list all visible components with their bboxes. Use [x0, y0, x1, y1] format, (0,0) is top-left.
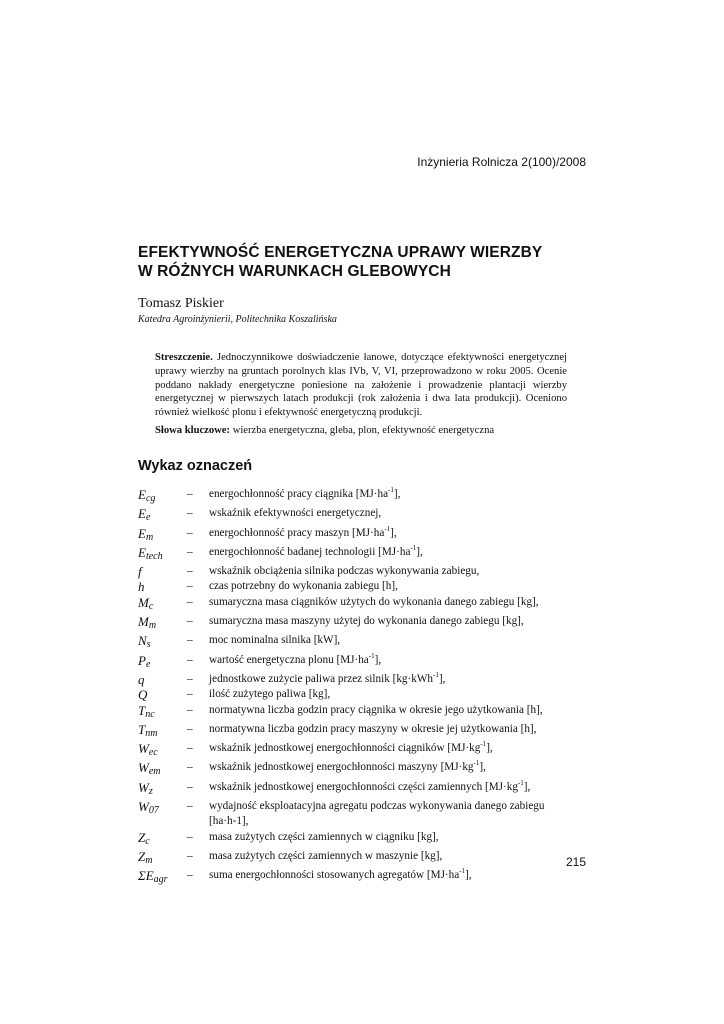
description-suffix: ],	[390, 526, 397, 539]
symbol	[138, 653, 187, 672]
symbol	[138, 868, 187, 887]
symbol-dash: –	[187, 595, 193, 608]
description-text: wskaźnik jednostkowej energochłonności maszyny [MJ·kg	[209, 761, 474, 774]
symbol-subscript: m	[145, 854, 153, 866]
symbol-dash: –	[187, 545, 193, 558]
symbol-subscript: z	[148, 785, 153, 797]
symbol-subscript: nc	[145, 708, 155, 720]
symbol-subscript: tech	[145, 550, 163, 562]
symbol-row	[138, 595, 578, 614]
unit-exponent: -1	[368, 651, 375, 660]
symbol-description	[209, 687, 578, 702]
symbol-base: M	[138, 614, 149, 630]
symbol-description	[209, 722, 578, 741]
symbol-base: Q	[138, 687, 148, 703]
symbol-description	[209, 868, 578, 887]
unit-exponent: -1	[410, 543, 417, 552]
symbol-description	[209, 595, 578, 614]
description-suffix: ],	[486, 742, 493, 755]
symbol-list	[138, 487, 578, 888]
symbol	[138, 564, 187, 579]
symbol-row	[138, 849, 578, 868]
keywords-text: wierzba energetyczna, gleba, plon, efektywność energetyczna	[232, 425, 495, 436]
symbol-base: N	[138, 633, 147, 649]
description-text: czas potrzebny do wykonania zabiegu [h],	[209, 580, 398, 593]
symbol-dash: –	[187, 761, 193, 774]
symbol-base: Z	[138, 848, 146, 864]
symbol-row	[138, 741, 578, 760]
symbol-subscript: e	[145, 658, 151, 670]
symbol-row	[138, 703, 578, 722]
symbol-dash: –	[187, 703, 193, 716]
description-text: energochłonność pracy maszyn [MJ·ha	[209, 526, 385, 539]
description-suffix: ],	[523, 780, 531, 793]
description-text: wydajność eksploatacyjna agregatu podczas wykonywania danego zabiegu	[209, 800, 545, 813]
symbol-dash: –	[187, 869, 193, 882]
symbol-subscript: agr	[153, 874, 168, 886]
symbol-subscript: s	[146, 639, 151, 651]
symbol-subscript: e	[145, 512, 151, 524]
symbol-dash: –	[187, 580, 193, 593]
symbol-description	[209, 633, 578, 652]
symbol-subscript: m	[148, 620, 157, 632]
description-text: wskaźnik obciążenia silnika podczas wykonywania zabiegu,	[209, 565, 480, 578]
description-text: normatywna liczba godzin pracy maszyny w okresie jej użytkowania [h],	[209, 722, 537, 735]
unit-exponent: -1	[473, 759, 480, 768]
symbol-base: T	[138, 702, 146, 718]
symbol	[138, 526, 187, 545]
symbol	[138, 849, 187, 868]
symbol-subscript: cg	[145, 493, 156, 504]
symbol-description	[209, 703, 578, 722]
symbol-row	[138, 687, 578, 702]
symbol	[138, 545, 187, 564]
symbol-description	[209, 487, 578, 506]
symbol-description	[209, 564, 578, 579]
description-suffix: ],	[438, 672, 446, 685]
symbol	[138, 595, 187, 614]
description-suffix: ],	[465, 869, 472, 882]
symbol-row	[138, 564, 578, 579]
symbol	[138, 741, 187, 760]
author-affiliation: Katedra Agroinżynierii, Politechnika Koszalińska	[138, 314, 337, 325]
symbol-row	[138, 506, 578, 525]
symbol-description	[209, 780, 578, 799]
symbol-row	[138, 868, 578, 887]
title-line: EFEKTYWNOŚĆ ENERGETYCZNA UPRAWY WIERZBY	[138, 244, 543, 261]
unit-exponent: -1	[480, 740, 487, 749]
symbol-description	[209, 830, 578, 849]
symbol-description	[209, 799, 578, 830]
description-text: suma energochłonności stosowanych agregatów [MJ·ha	[209, 869, 460, 882]
description-text: normatywna liczba godzin pracy ciągnika w okresie jego użytkowania [h],	[209, 703, 543, 716]
symbol	[138, 506, 187, 525]
description-text: ilość zużytego paliwa [kg],	[209, 688, 331, 701]
unit-exponent: -1	[517, 778, 524, 787]
symbol-row	[138, 722, 578, 741]
symbol-dash: –	[187, 688, 193, 701]
description-text: energochłonność pracy ciągnika [MJ·ha	[209, 488, 389, 500]
symbol-base: E	[138, 487, 146, 502]
unit-exponent: -1	[459, 867, 466, 876]
symbol-base: Z	[138, 829, 146, 845]
symbol-row	[138, 672, 578, 687]
symbol-base: T	[138, 721, 146, 737]
symbol-dash: –	[187, 800, 193, 813]
symbol-base: W	[138, 760, 149, 776]
symbol-base: q	[138, 671, 145, 687]
description-text: masa zużytych części zamiennych w maszynie [kg],	[209, 849, 443, 862]
symbol-dash: –	[187, 526, 193, 539]
symbol-description	[209, 741, 578, 760]
unit-exponent: -1	[388, 486, 394, 494]
description-text: sumaryczna masa maszyny użytej do wykonania danego zabiegu [kg],	[209, 615, 524, 628]
description-suffix: ],	[374, 653, 382, 666]
abstract-label: Streszczenie.	[155, 352, 213, 363]
symbol-description	[209, 526, 578, 545]
symbol-row	[138, 760, 578, 779]
symbol-row	[138, 633, 578, 652]
paper-title	[138, 243, 542, 281]
symbol-description	[209, 653, 578, 672]
symbol	[138, 687, 187, 702]
symbol-dash: –	[187, 653, 193, 666]
symbol-row	[138, 579, 578, 594]
symbol-base: ΣE	[138, 868, 154, 884]
symbol-row	[138, 614, 578, 633]
symbol-base: M	[138, 594, 149, 610]
symbol	[138, 722, 187, 741]
symbol-description	[209, 672, 578, 687]
section-title: Wykaz oznaczeń	[138, 458, 253, 474]
symbol	[138, 579, 187, 594]
symbol-dash: –	[187, 722, 193, 735]
symbol-base: E	[138, 544, 146, 560]
symbol-description	[209, 760, 578, 779]
symbol-row	[138, 799, 578, 830]
symbol-base: W	[138, 779, 149, 795]
page-number: 215	[565, 855, 586, 869]
symbol-dash: –	[187, 565, 193, 578]
abstract-text: Jednoczynnikowe doświadczenie łanowe, dotyczące efektywności energetycznej uprawy wierzby na gruntach porolnych klas IVb, V, VI, przeprowadzono w roku 2005. Ocenie poddano nakłady energetyczne poniesione na założenie i prowadzenie plantacji wierzby energetycznej w pierwszych latach produkcji (rok założenia i dwa lata produkcji). Oceniono również wielkość plonu i efektywność energetyczną produkcji.	[155, 352, 567, 419]
keywords-label: Słowa kluczowe:	[155, 425, 231, 436]
symbol	[138, 830, 187, 849]
description-text: wskaźnik jednostkowej energochłonności części zamiennych [MJ·kg	[209, 780, 518, 793]
description-text: wskaźnik efektywności energetycznej,	[209, 507, 382, 520]
symbol-base: P	[138, 652, 146, 668]
symbol-base: h	[138, 579, 145, 595]
symbol-row	[138, 545, 578, 564]
symbol-subscript: nm	[145, 727, 158, 739]
symbol	[138, 487, 187, 506]
symbol-dash: –	[187, 615, 193, 628]
journal-header: Inżynieria Rolnicza 2(100)/2008	[417, 155, 586, 169]
unit-exponent: -1	[432, 670, 439, 679]
author-name: Tomasz Piskier	[138, 296, 224, 311]
symbol-dash: –	[187, 849, 193, 862]
description-text: wartość energetyczna plonu [MJ·ha	[209, 653, 369, 666]
symbol-row	[138, 653, 578, 672]
description-suffix: ],	[416, 545, 423, 558]
symbol-subscript: em	[148, 766, 161, 778]
symbol	[138, 614, 187, 633]
symbol-subscript: c	[148, 600, 154, 612]
description-text: jednostkowe zużycie paliwa przez silnik [kg·kWh	[209, 672, 433, 685]
abstract	[155, 351, 567, 420]
symbol-dash: –	[187, 672, 193, 685]
symbol	[138, 672, 187, 687]
symbol-subscript: c	[145, 835, 150, 847]
description-suffix: ],	[479, 761, 486, 774]
description-text: sumaryczna masa ciągników użytych do wykonania danego zabiegu [kg],	[209, 595, 539, 608]
symbol-description	[209, 849, 578, 868]
symbol-dash: –	[187, 507, 193, 520]
symbol-subscript: m	[145, 531, 154, 543]
symbol-base: E	[138, 506, 146, 522]
symbol	[138, 799, 187, 830]
symbol-row	[138, 526, 578, 545]
unit-exponent: -1	[384, 524, 391, 533]
description-suffix: ],	[393, 488, 401, 500]
symbol	[138, 760, 187, 779]
description-text: masa zużytych części zamiennych w ciągniku [kg],	[209, 830, 439, 843]
symbol-row	[138, 487, 578, 506]
symbol-description	[209, 614, 578, 633]
symbol-dash: –	[187, 830, 193, 843]
symbol-subscript: 07	[148, 805, 159, 817]
symbol	[138, 703, 187, 722]
symbol-row	[138, 830, 578, 849]
symbol-dash: –	[187, 742, 193, 755]
symbol-base: E	[138, 525, 146, 541]
symbol-dash: –	[187, 634, 193, 647]
symbol-base: W	[138, 799, 149, 815]
symbol	[138, 633, 187, 652]
description-text: moc nominalna silnika [kW],	[209, 634, 341, 647]
symbol-row	[138, 780, 578, 799]
symbol-description	[209, 545, 578, 564]
keywords	[155, 425, 575, 436]
symbol	[138, 780, 187, 799]
description-text: wskaźnik jednostkowej energochłonności ciągników [MJ·kg	[209, 742, 481, 755]
symbol-dash: –	[187, 488, 193, 500]
title-line: W RÓŻNYCH WARUNKACH GLEBOWYCH	[138, 263, 451, 280]
symbol-base: W	[138, 741, 149, 757]
symbol-dash: –	[187, 780, 193, 793]
symbol-description	[209, 579, 578, 594]
symbol-description	[209, 506, 578, 525]
symbol-subscript: ec	[148, 747, 158, 759]
symbol-base: f	[138, 564, 142, 580]
description-text: energochłonność badanej technologii [MJ·ha	[209, 545, 411, 558]
description-continuation: [ha·h-1],	[209, 815, 249, 828]
